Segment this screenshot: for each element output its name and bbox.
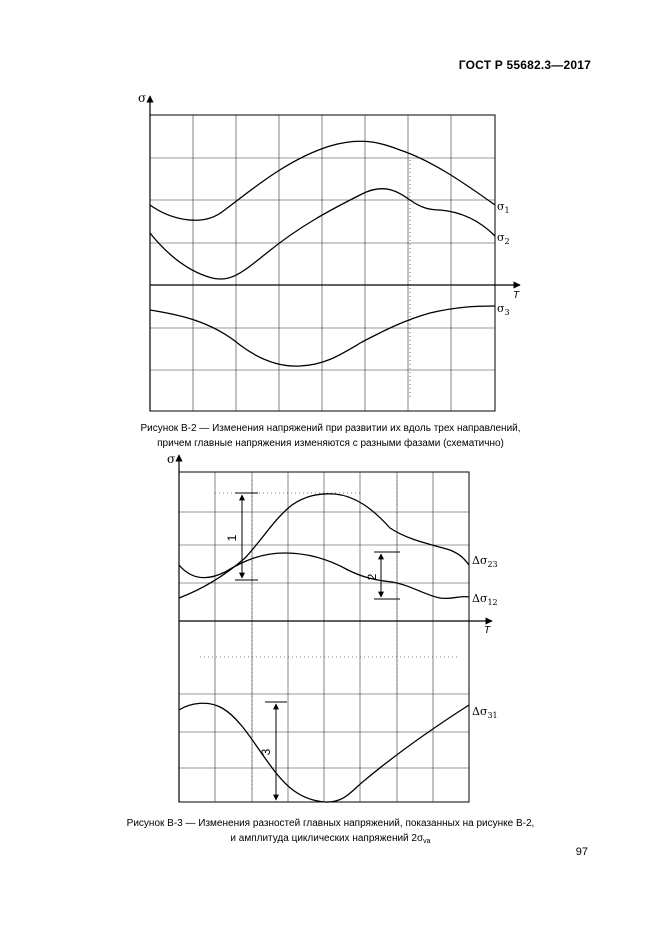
figure-1-caption (0, 421, 661, 451)
figure-1-caption-line-1: Рисунок В-2 — Изменения напряжений при развитии их вдоль трех направлений, (140, 423, 521, 434)
document-header: ГОСТ Р 55682.3—2017 (458, 58, 591, 72)
figure-2-caption-line-1: Рисунок В-3 — Изменения разностей главных напряжений, показанных на рисунке В-2, (126, 818, 535, 829)
figure-2-caption-line-2-text: и амплитуда циклических напряжений 2σ (230, 833, 424, 844)
marker-3-label: 3 (259, 748, 273, 756)
label-delta-sigma-23: $\Delta\sigma_{23}$ (472, 554, 498, 569)
figure-2 (167, 452, 498, 802)
marker-2-label: 2 (365, 573, 379, 581)
figure-1-y-label: σ (138, 91, 147, 105)
label-sigma-3: $\sigma_3$ (497, 302, 510, 317)
figure-2-caption-subscript: va (423, 838, 431, 845)
marker-1-label: 1 (225, 534, 239, 542)
label-sigma-2: $\sigma_2$ (497, 231, 510, 246)
figure-1-x-label: T (513, 290, 520, 301)
figure-1-grid (150, 115, 495, 411)
label-sigma-1: $\sigma_1$ (497, 200, 510, 215)
curve-sigma-3 (150, 306, 495, 366)
figure-1 (138, 91, 520, 411)
label-delta-sigma-31: $\Delta\sigma_{31}$ (472, 705, 498, 720)
figure-2-grid (179, 472, 469, 802)
label-delta-sigma-12: $\Delta\sigma_{12}$ (472, 592, 498, 607)
figure-2-caption (0, 816, 661, 849)
figure-2-dotted-guides (200, 480, 460, 790)
curve-sigma-1 (150, 141, 495, 220)
figure-2-x-label: T (484, 625, 491, 636)
figure-1-frame (150, 115, 495, 411)
figure-2-caption-line-2 (0, 831, 661, 849)
figure-2-y-label: σ (167, 452, 176, 466)
curve-sigma-2 (150, 189, 495, 279)
page-number: 97 (575, 846, 588, 858)
figure-1-caption-line-2: причем главные напряжения изменяются с разными фазами (схематично) (157, 438, 504, 449)
